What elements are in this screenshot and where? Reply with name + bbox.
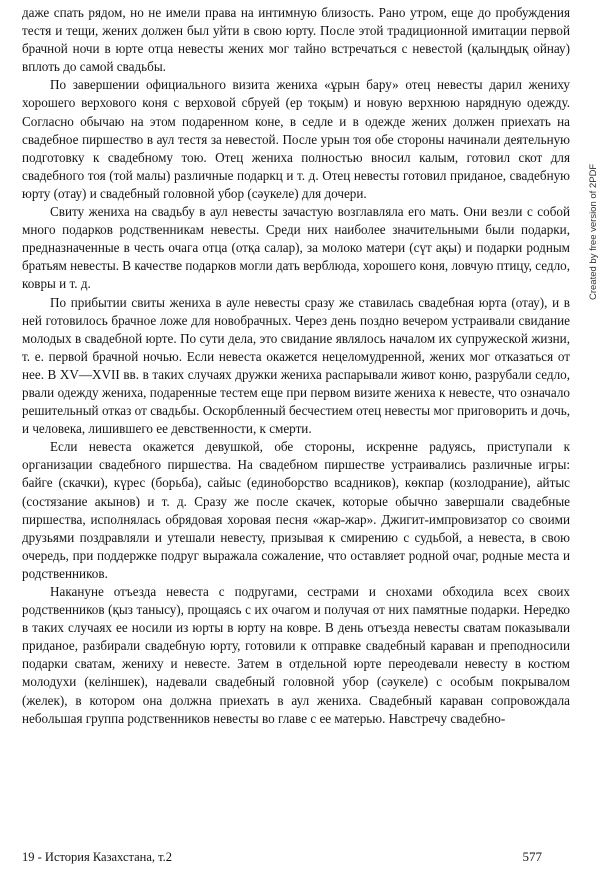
paragraph-6: Накануне отъезда невеста с подругами, сестрами и снохами обходила всех своих родственников (қыз танысу), прощаясь с их очагом и получая от них памятные подарки. Нередко в таких случаях ее носили из юрты в юрту на ковре. В день отъезда невесты сватам показывали приданое, разбирали свадебную юрту, готовили к отправке свадебный караван и преподносили подарки сватам, жениху и невесте. Затем в отдельной юрте переодевали невесту в костюм молодухи (келіншек), надевали свадебный головной убор (сәукеле) с особым покрывалом (желек), в котором она должна приехать в аул жениха. Свадебный караван сопровождала небольшая группа родственников невесты во главе с ее матерью. Навстречу свадебно- bbox=[22, 584, 570, 726]
paragraph-2: По завершении официального визита жениха «ұрын бару» отец невесты дарил жениху хорошего верхового коня с верховой сбруей (ер тоқым) и новую верхнюю нарядную одежду. Согласно обычаю на этом подаренном коне, в седле и в одежде жених должен приехать на свадебное пиршество в аул тестя за невестой. После урын тоя обе стороны начинали деятельную подготовку к свадебному тою. Отец жениха полностью вносил калым, готовил скот для свадебного тоя (той малы) различные подаркц и т. д. Отец невесты готовил приданое, свадебную юрту (отау) и свадебный головной убор (сәукеле) для дочери. bbox=[22, 77, 570, 201]
paragraph-4: По прибытии свиты жениха в ауле невесты сразу же ставилась свадебная юрта (отау), и в ней готовилось брачное ложе для новобрачных. Через день поздно вечером устраивали свидание молодых в свадебной юрте. По сути дела, это свидание являлось началом их супружеской жизни, т. е. первой брачной ночью. Если невеста окажется нецеломудренной, жених мог отказаться от нее. В XV—XVII вв. в таких случаях дружки жениха распарывали живот коню, разрубали седло, рвали одежду жениха, подаренные тестем еще при первом визите жениха к невесте, что означало решительный отказ от свадьбы. Оскорбленный бесчестием отец невесты мог приговорить и дочь, и человека, лишившего ее девственности, к смерти. bbox=[22, 294, 570, 437]
footer-signature: 19 - История Казахстана, т.2 bbox=[22, 850, 173, 864]
watermark-text: Created by free version of 2PDF bbox=[588, 163, 599, 300]
watermark bbox=[588, 163, 600, 312]
paragraph-3: Свиту жениха на свадьбу в аул невесты зачастую возглавляла его мать. Они везли с собой много подарков родственникам невесты. Среди них наиболее значительными были подарки, предназначенные в честь очага отца (отқа салар), за молоко матери (сүт ақы) и подарки родным братьям невесты. В качестве подарков могли дать верблюда, хорошего коня, ловчую птицу, седло, ковры и т. д. bbox=[22, 204, 570, 292]
page-number: 577 bbox=[522, 849, 542, 864]
page-content bbox=[22, 4, 570, 728]
paragraph-1: даже спать рядом, но не имели права на интимную близость. Рано утром, еще до пробуждения тестя и тещи, жених должен был уйти в свою юрту. После этой традиционной имитации первой брачной ночи в юрте отца невесты жених мог тайно встречаться с невестой (қалыңдық ойнау) вплоть до самой свадьбы. bbox=[22, 5, 570, 75]
paragraph-5: Если невеста окажется девушкой, обе стороны, искренне радуясь, приступали к организации свадебного пиршества. На свадебном пиршестве устраивались различные игры: байге (скачки), күрес (борьба), сайыс (единоборство всадников), көкпар (козлодрание), айтыс (состязание акынов) и т. д. Сразу же после скачек, которые обычно завершали свадебные пиршества, исполнялась обрядовая хоровая песня «жар-жар». Джигит-импровизатор со своими друзьями поздравляли и утешали невесту, призывая к смирению с судьбой, а невеста, в свою очередь, при поддержке подруг выражала сожаление, что оставляет родной очаг, родные места и родственников. bbox=[22, 439, 570, 581]
